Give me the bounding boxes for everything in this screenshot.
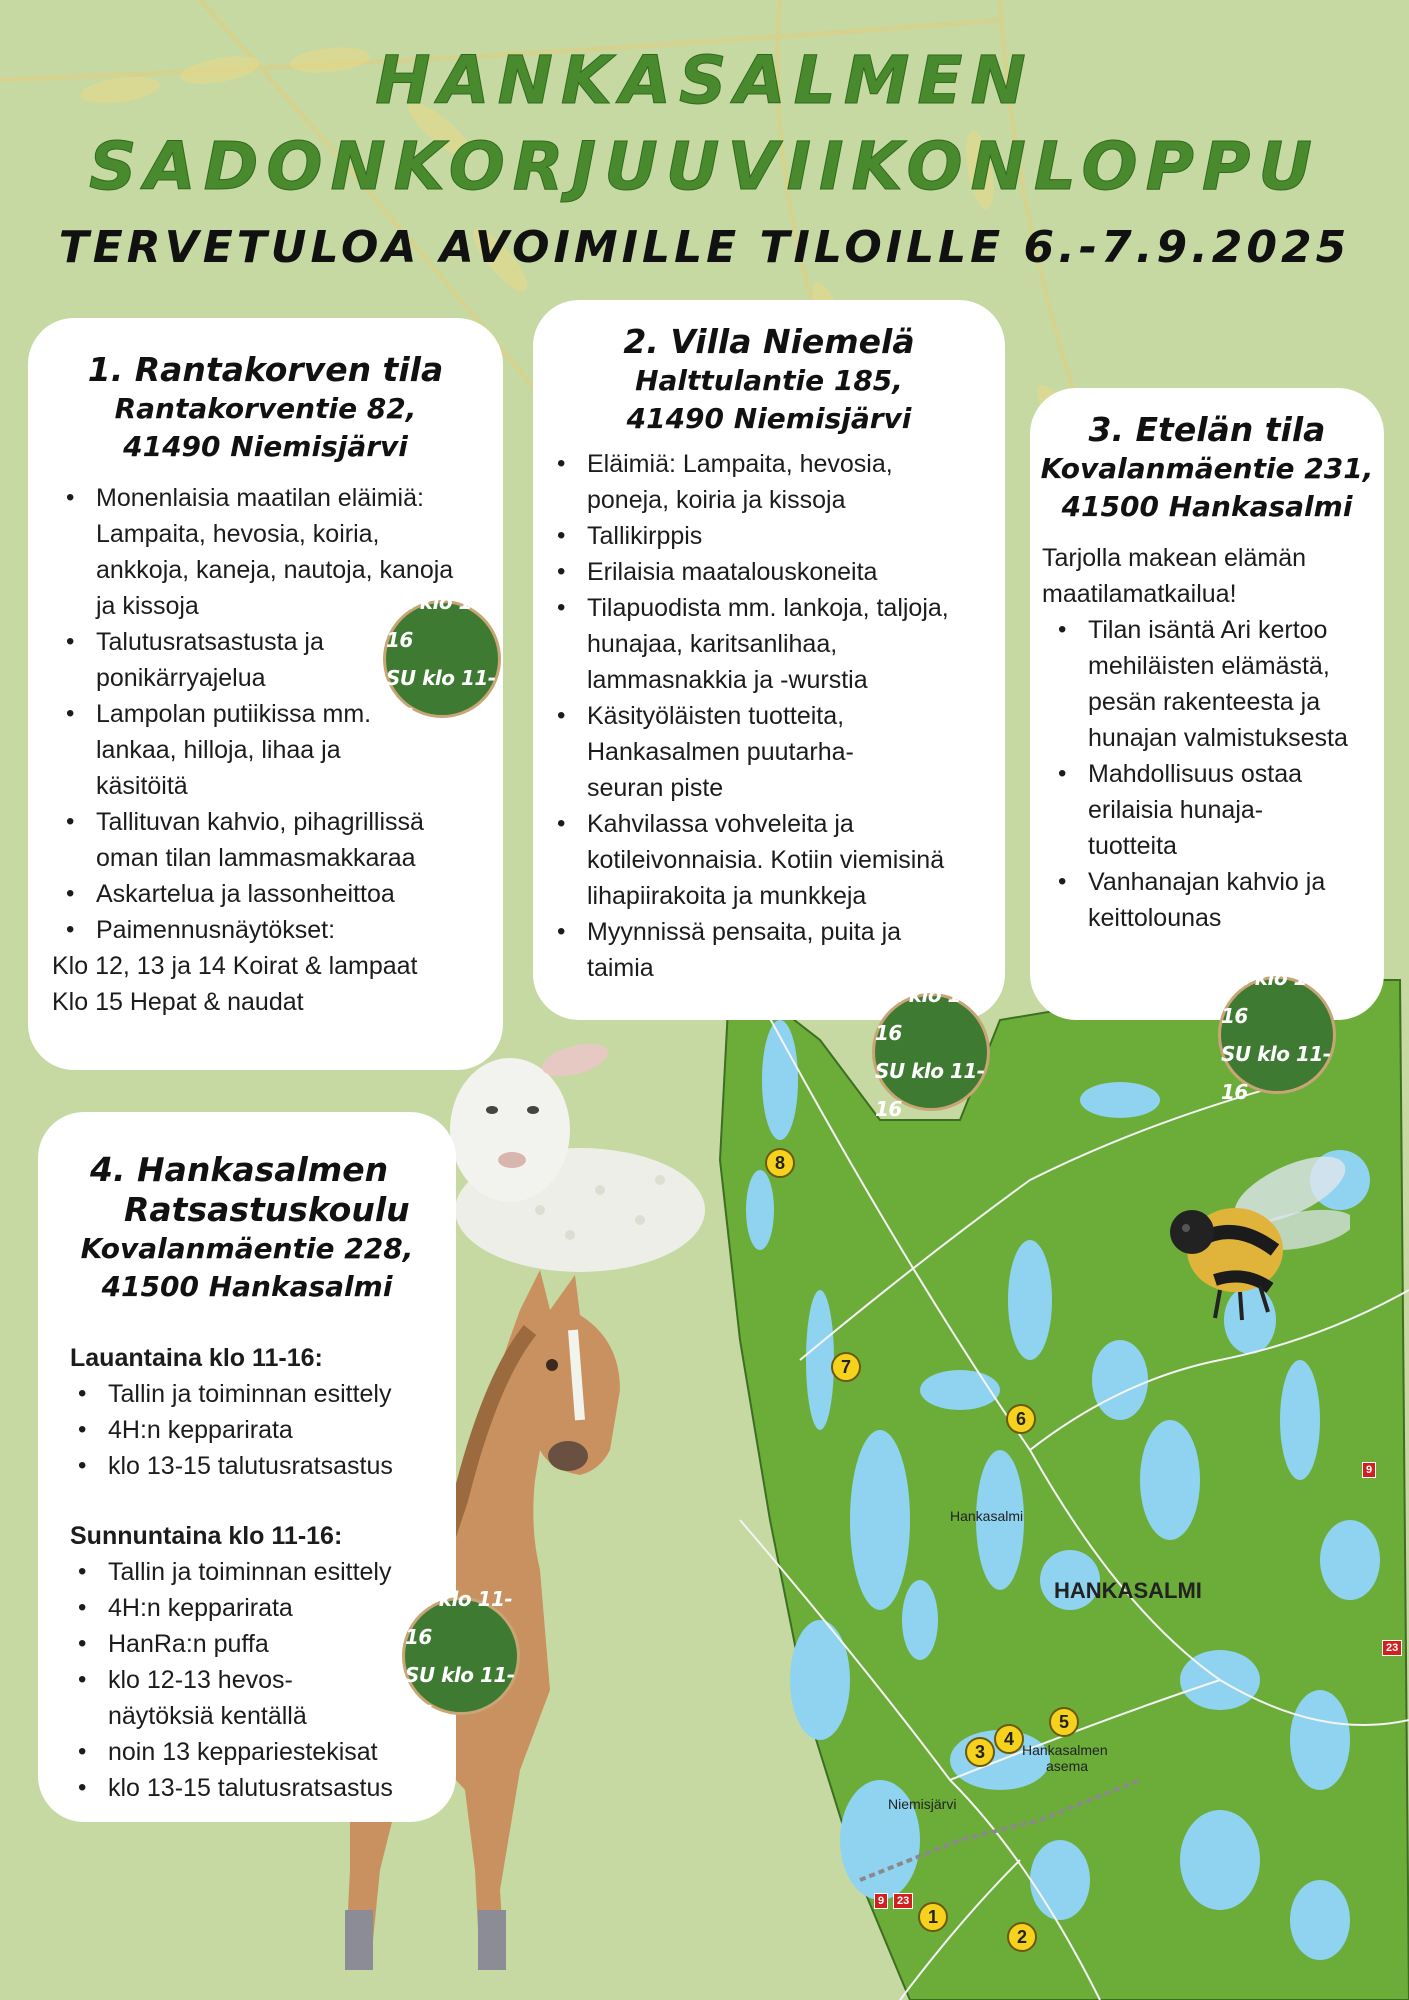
map-label-hankasalmi: HANKASALMI (1054, 1578, 1202, 1603)
list-item: • Askartelua ja lassonheittoa (56, 876, 463, 912)
road-sign-9-east: 9 (1362, 1462, 1376, 1478)
list-item: • klo 13-15 talutusratsastus (68, 1448, 446, 1484)
farm-3-address-line-1: Kovalanmäentie 231, (1040, 452, 1374, 485)
farm-3-name: 3. Etelän tila (1088, 410, 1326, 449)
farm-4-name-line-2: Ratsastuskoulu (124, 1190, 410, 1229)
farm-1-address-line-1: Rantakorventie 82, (114, 392, 417, 425)
list-item: • Monenlaisia maatilan eläimiä: Lampaita, hevosia, koiria, ankkoja, kaneja, nautoja, kanoja ja kissoja (56, 480, 463, 624)
badge-saturday: LA klo 11-16 (386, 590, 494, 652)
farm-4-sunday-title: Sunnuntaina klo 11-16: (70, 1522, 343, 1550)
list-item: • Paimennusnäytökset: (56, 912, 463, 948)
badge-sunday: SU klo 11-16 (875, 1059, 985, 1121)
list-item: • Tallin ja toiminnan esittely (68, 1376, 446, 1412)
list-item: • Myynnissä pensaita, puita ja taimia (547, 914, 937, 986)
farm-1-opening-hours-badge (383, 590, 501, 728)
farm-4-address-line-1: Kovalanmäentie 228, (80, 1232, 414, 1265)
list-item: • Tallituvan kahvio, pihagrillissä oman tilan lammasmakkaraa (56, 804, 463, 876)
list-item: • Tilapuodista mm. lankoja, taljoja, hunajaa, karitsanlihaa, lammasnakkia ja -wurstia (547, 590, 991, 698)
farm-3-opening-hours-badge (1218, 966, 1336, 1104)
list-item: • 4H:n kepparirata (68, 1590, 446, 1626)
list-item: • klo 13-15 talutusratsastus (68, 1770, 446, 1806)
road-sign-23-south: 23 (893, 1893, 913, 1909)
poster-title-line-1: HANKASALMEN (375, 42, 1034, 119)
map-marker-1: 1 (918, 1902, 948, 1932)
farm-4-address-line-2: 41500 Hankasalmi (101, 1270, 393, 1303)
map-label-niemisjarvi: Niemisjärvi (888, 1796, 957, 1812)
poster-subtitle: TERVETULOA AVOIMILLE TILOILLE 6.-7.9.2025 (58, 222, 1351, 273)
list-item: • Eläimiä: Lampaita, hevosia, poneja, koiria ja kissoja (547, 446, 927, 518)
farm-2-address-line-2: 41490 Niemisjärvi (626, 402, 912, 435)
map-marker-8: 8 (765, 1148, 795, 1178)
farm-4-opening-hours-badge (402, 1587, 520, 1725)
farm-4-saturday-title: Lauantaina klo 11-16: (70, 1344, 323, 1372)
farm-2-feature-list (547, 446, 991, 986)
road-sign-9-south: 9 (874, 1893, 888, 1909)
list-item: • Lampolan putiikissa mm. lankaa, hilloja, lihaa ja käsitöitä (56, 696, 416, 804)
map-label-asema-2: asema (1046, 1758, 1089, 1774)
farm-2-name: 2. Villa Niemelä (623, 322, 915, 361)
badge-saturday: LA klo 11-16 (1221, 966, 1329, 1028)
farm-4-name-line-1: 4. Hankasalmen (90, 1150, 389, 1189)
farm-3-feature-list (1048, 612, 1370, 936)
farm-3-intro: Tarjolla makean elämän maatilamatkailua! (1042, 544, 1307, 608)
list-item: • HanRa:n puffa (68, 1626, 446, 1662)
road-sign-23-east: 23 (1382, 1640, 1402, 1656)
map-marker-6: 6 (1006, 1404, 1036, 1434)
bumblebee-illustration (1160, 1150, 1350, 1330)
map-marker-5: 5 (1049, 1707, 1079, 1737)
badge-saturday: LA klo 11-16 (875, 983, 983, 1045)
list-item: • Käsityöläisten tuotteita, Hankasalmen puutarha-seuran piste (547, 698, 917, 806)
list-item: • Tallikirppis (547, 518, 991, 554)
farm-1-name: 1. Rantakorven tila (87, 350, 444, 389)
farm-card-hankasalmen-ratsastuskoulu (38, 1112, 456, 1822)
map-label-asema-1: Hankasalmen (1022, 1742, 1108, 1758)
farm-3-address-line-2: 41500 Hankasalmi (1061, 490, 1353, 523)
farm-2-address-line-1: Halttulantie 185, (635, 364, 903, 397)
list-item: • Kahvilassa vohveleita ja kotileivonnaisia. Kotiin viemisinä lihapiirakoita ja munkkeja (547, 806, 991, 914)
badge-sunday: SU klo 11-16 (405, 1663, 515, 1725)
list-item: • Tallin ja toiminnan esittely (68, 1554, 446, 1590)
list-item: • Tilan isäntä Ari kertoo mehiläisten elämästä, pesän rakenteesta ja hunajan valmistuksesta (1048, 612, 1370, 756)
badge-saturday: LA klo 11-16 (405, 1587, 513, 1649)
farm-1-address-line-2: 41490 Niemisjärvi (123, 430, 408, 463)
badge-sunday: SU klo 11-16 (386, 666, 496, 728)
map-marker-4: 4 (994, 1724, 1024, 1754)
farm-4-saturday-list (68, 1376, 446, 1484)
farm-card-villa-niemela (533, 300, 1005, 1020)
badge-sunday: SU klo 11-16 (1221, 1042, 1331, 1104)
municipality-map (700, 960, 1409, 2000)
poster-title-line-2: SADONKORJUUVIIKONLOPPU (89, 128, 1320, 205)
map-marker-2: 2 (1007, 1922, 1037, 1952)
map-marker-3: 3 (965, 1737, 995, 1767)
list-item: • noin 13 keppariestekisat (68, 1734, 446, 1770)
map-marker-7: 7 (831, 1352, 861, 1382)
farm-1-herding-time-2: Klo 15 Hepat & naudat (52, 988, 304, 1016)
list-item: • Mahdollisuus ostaa erilaisia hunaja-tuotteita (1048, 756, 1318, 864)
farm-1-herding-time-1: Klo 12, 13 ja 14 Koirat & lampaat (52, 952, 418, 980)
farm-card-etelan-tila (1030, 388, 1384, 1020)
list-item: • 4H:n kepparirata (68, 1412, 446, 1448)
list-item: • klo 12-13 hevos-näytöksiä kentällä (68, 1662, 308, 1734)
list-item: • Erilaisia maatalouskoneita (547, 554, 991, 590)
farm-4-sunday-list (68, 1554, 446, 1806)
map-label-hankasalmi-village: Hankasalmi (950, 1508, 1024, 1524)
list-item: • Vanhanajan kahvio ja keittolounas (1048, 864, 1370, 936)
farm-2-opening-hours-badge (872, 983, 990, 1121)
list-item: • Talutusratsastusta ja ponikärryajelua (56, 624, 356, 696)
